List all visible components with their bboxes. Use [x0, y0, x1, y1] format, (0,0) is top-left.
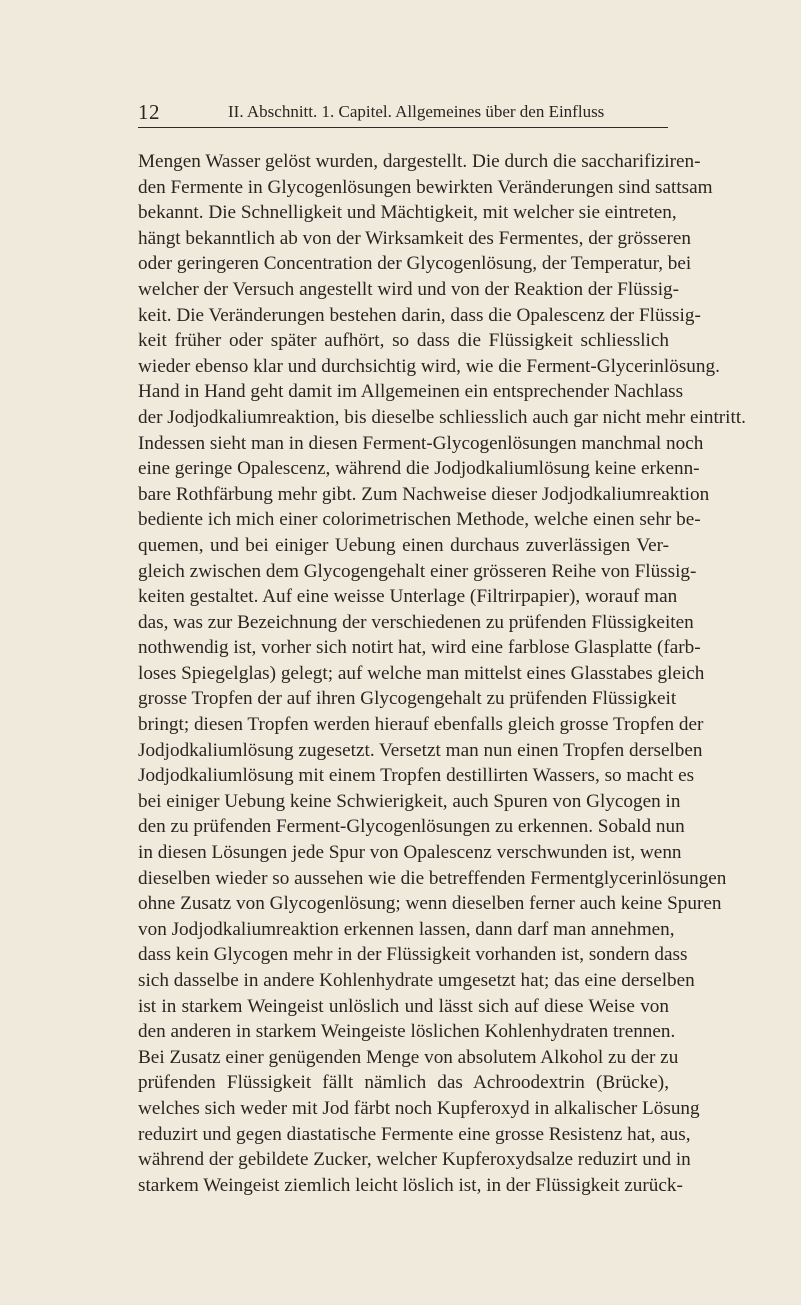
text-line: sich dasselbe in andere Kohlenhydrate umgesetzt hat; das eine derselben — [138, 970, 695, 991]
header-rule — [138, 127, 668, 128]
text-line: welches sich weder mit Jod färbt noch Kupferoxyd in alkalischer Lösung — [138, 1097, 700, 1119]
text-line: bekannt. Die Schnelligkeit und Mächtigkeit, mit welcher sie eintreten, — [138, 202, 677, 224]
text-line: Jodjodkaliumlösung zugesetzt. Versetzt man nun einen Tropfen derselben — [138, 739, 703, 761]
text-line: dieselben wieder so aussehen wie die betreffenden Fermentglycerinlösungen — [138, 867, 727, 889]
text-line: bediente ich mich einer colorimetrischen Methode, welche einen sehr be- — [138, 509, 701, 531]
text-line: keiten gestaltet. Auf eine weisse Unterlage (Filtrirpapier), worauf man — [138, 586, 678, 608]
text-line: hängt bekanntlich ab von der Wirksamkeit des Fermentes, der grösseren — [138, 227, 692, 249]
text-line: während der gebildete Zucker, welcher Kupferoxydsalze reduzirt und in — [138, 1149, 691, 1171]
text-line: in diesen Lösungen jede Spur von Opalescenz verschwunden ist, wenn — [138, 842, 682, 864]
text-line: das, was zur Bezeichnung der verschiedenen zu prüfenden Flüssigkeiten — [138, 611, 694, 633]
text-line: bei einiger Uebung keine Schwierigkeit, auch Spuren von Glycogen in — [138, 790, 681, 812]
text-line: grosse Tropfen der auf ihren Glycogengehalt zu prüfenden Flüssigkeit — [138, 688, 677, 710]
text-line: gleich zwischen dem Glycogengehalt einer grösseren Reihe von Flüssig- — [138, 560, 697, 582]
text-line: keit früher oder später aufhört, so dass die Flüssigkeit schliesslich — [138, 330, 669, 352]
text-line: Jodjodkaliumlösung mit einem Tropfen destillirten Wassers, so macht es — [138, 765, 695, 787]
text-line: Mengen Wasser gelöst wurden, dargestellt. Die durch die saccharifiziren- — [138, 151, 701, 172]
text-line: bringt; diesen Tropfen werden hierauf ebenfalls gleich grosse Tropfen der — [138, 714, 704, 736]
text-line: den zu prüfenden Ferment-Glycogenlösungen zu erkennen. Sobald nun — [138, 816, 685, 838]
text-line: ist in starkem Weingeist unlöslich und lässt sich auf diese Weise von — [138, 995, 669, 1017]
text-line: bare Rothfärbung mehr gibt. Zum Nachweise dieser Jodjodkaliumreaktion — [138, 483, 710, 505]
text-line: oder geringeren Concentration der Glycogenlösung, der Temperatur, bei — [138, 253, 692, 275]
text-line: nothwendig ist, vorher sich notirt hat, wird eine farblose Glasplatte (farb- — [138, 637, 701, 659]
text-line: welcher der Versuch angestellt wird und von der Reaktion der Flüssig- — [138, 278, 680, 300]
text-line: ohne Zusatz von Glycogenlösung; wenn dieselben ferner auch keine Spuren — [138, 893, 722, 915]
text-line: loses Spiegelglas) gelegt; auf welche man mittelst eines Glasstabes gleich — [138, 662, 705, 684]
running-head — [138, 100, 668, 124]
text-line: wieder ebenso klar und durchsichtig wird, wie die Ferment-Glycerinlösung. — [138, 355, 720, 377]
text-line: keit. Die Veränderungen bestehen darin, dass die Opalescenz der Flüssig- — [138, 304, 701, 326]
text-line: dass kein Glycogen mehr in der Flüssigkeit vorhanden ist, sondern dass — [138, 944, 688, 966]
chapter-heading: II. Abschnitt. 1. Capitel. Allgemeines über den Einfluss — [228, 102, 605, 121]
text-line: von Jodjodkaliumreaktion erkennen lassen, dann darf man annehmen, — [138, 918, 675, 940]
text-line: Hand in Hand geht damit im Allgemeinen ein entsprechender Nachlass — [138, 381, 684, 403]
text-line: Bei Zusatz einer genügenden Menge von absolutem Alkohol zu der zu — [138, 1046, 679, 1068]
body-text — [138, 149, 746, 1198]
text-line: quemen, und bei einiger Uebung einen durchaus zuverlässigen Ver- — [138, 534, 669, 556]
text-line: der Jodjodkaliumreaktion, bis dieselbe schliesslich auch gar nicht mehr eintritt. — [138, 406, 746, 428]
text-line: starkem Weingeist ziemlich leicht löslich ist, in der Flüssigkeit zurück- — [138, 1174, 683, 1196]
text-line: den anderen in starkem Weingeiste löslichen Kohlenhydraten trennen. — [138, 1021, 676, 1043]
text-line: Indessen sieht man in diesen Ferment-Glycogenlösungen manchmal noch — [138, 432, 704, 454]
text-line: den Fermente in Glycogenlösungen bewirkten Veränderungen sind sattsam — [138, 176, 713, 198]
text-line: reduzirt und gegen diastatische Fermente eine grosse Resistenz hat, aus, — [138, 1123, 691, 1145]
page-number: 12 — [138, 100, 160, 124]
text-line: prüfenden Flüssigkeit fällt nämlich das Achroodextrin (Brücke), — [138, 1072, 669, 1094]
text-line: eine geringe Opalescenz, während die Jodjodkaliumlösung keine erkenn- — [138, 458, 700, 480]
